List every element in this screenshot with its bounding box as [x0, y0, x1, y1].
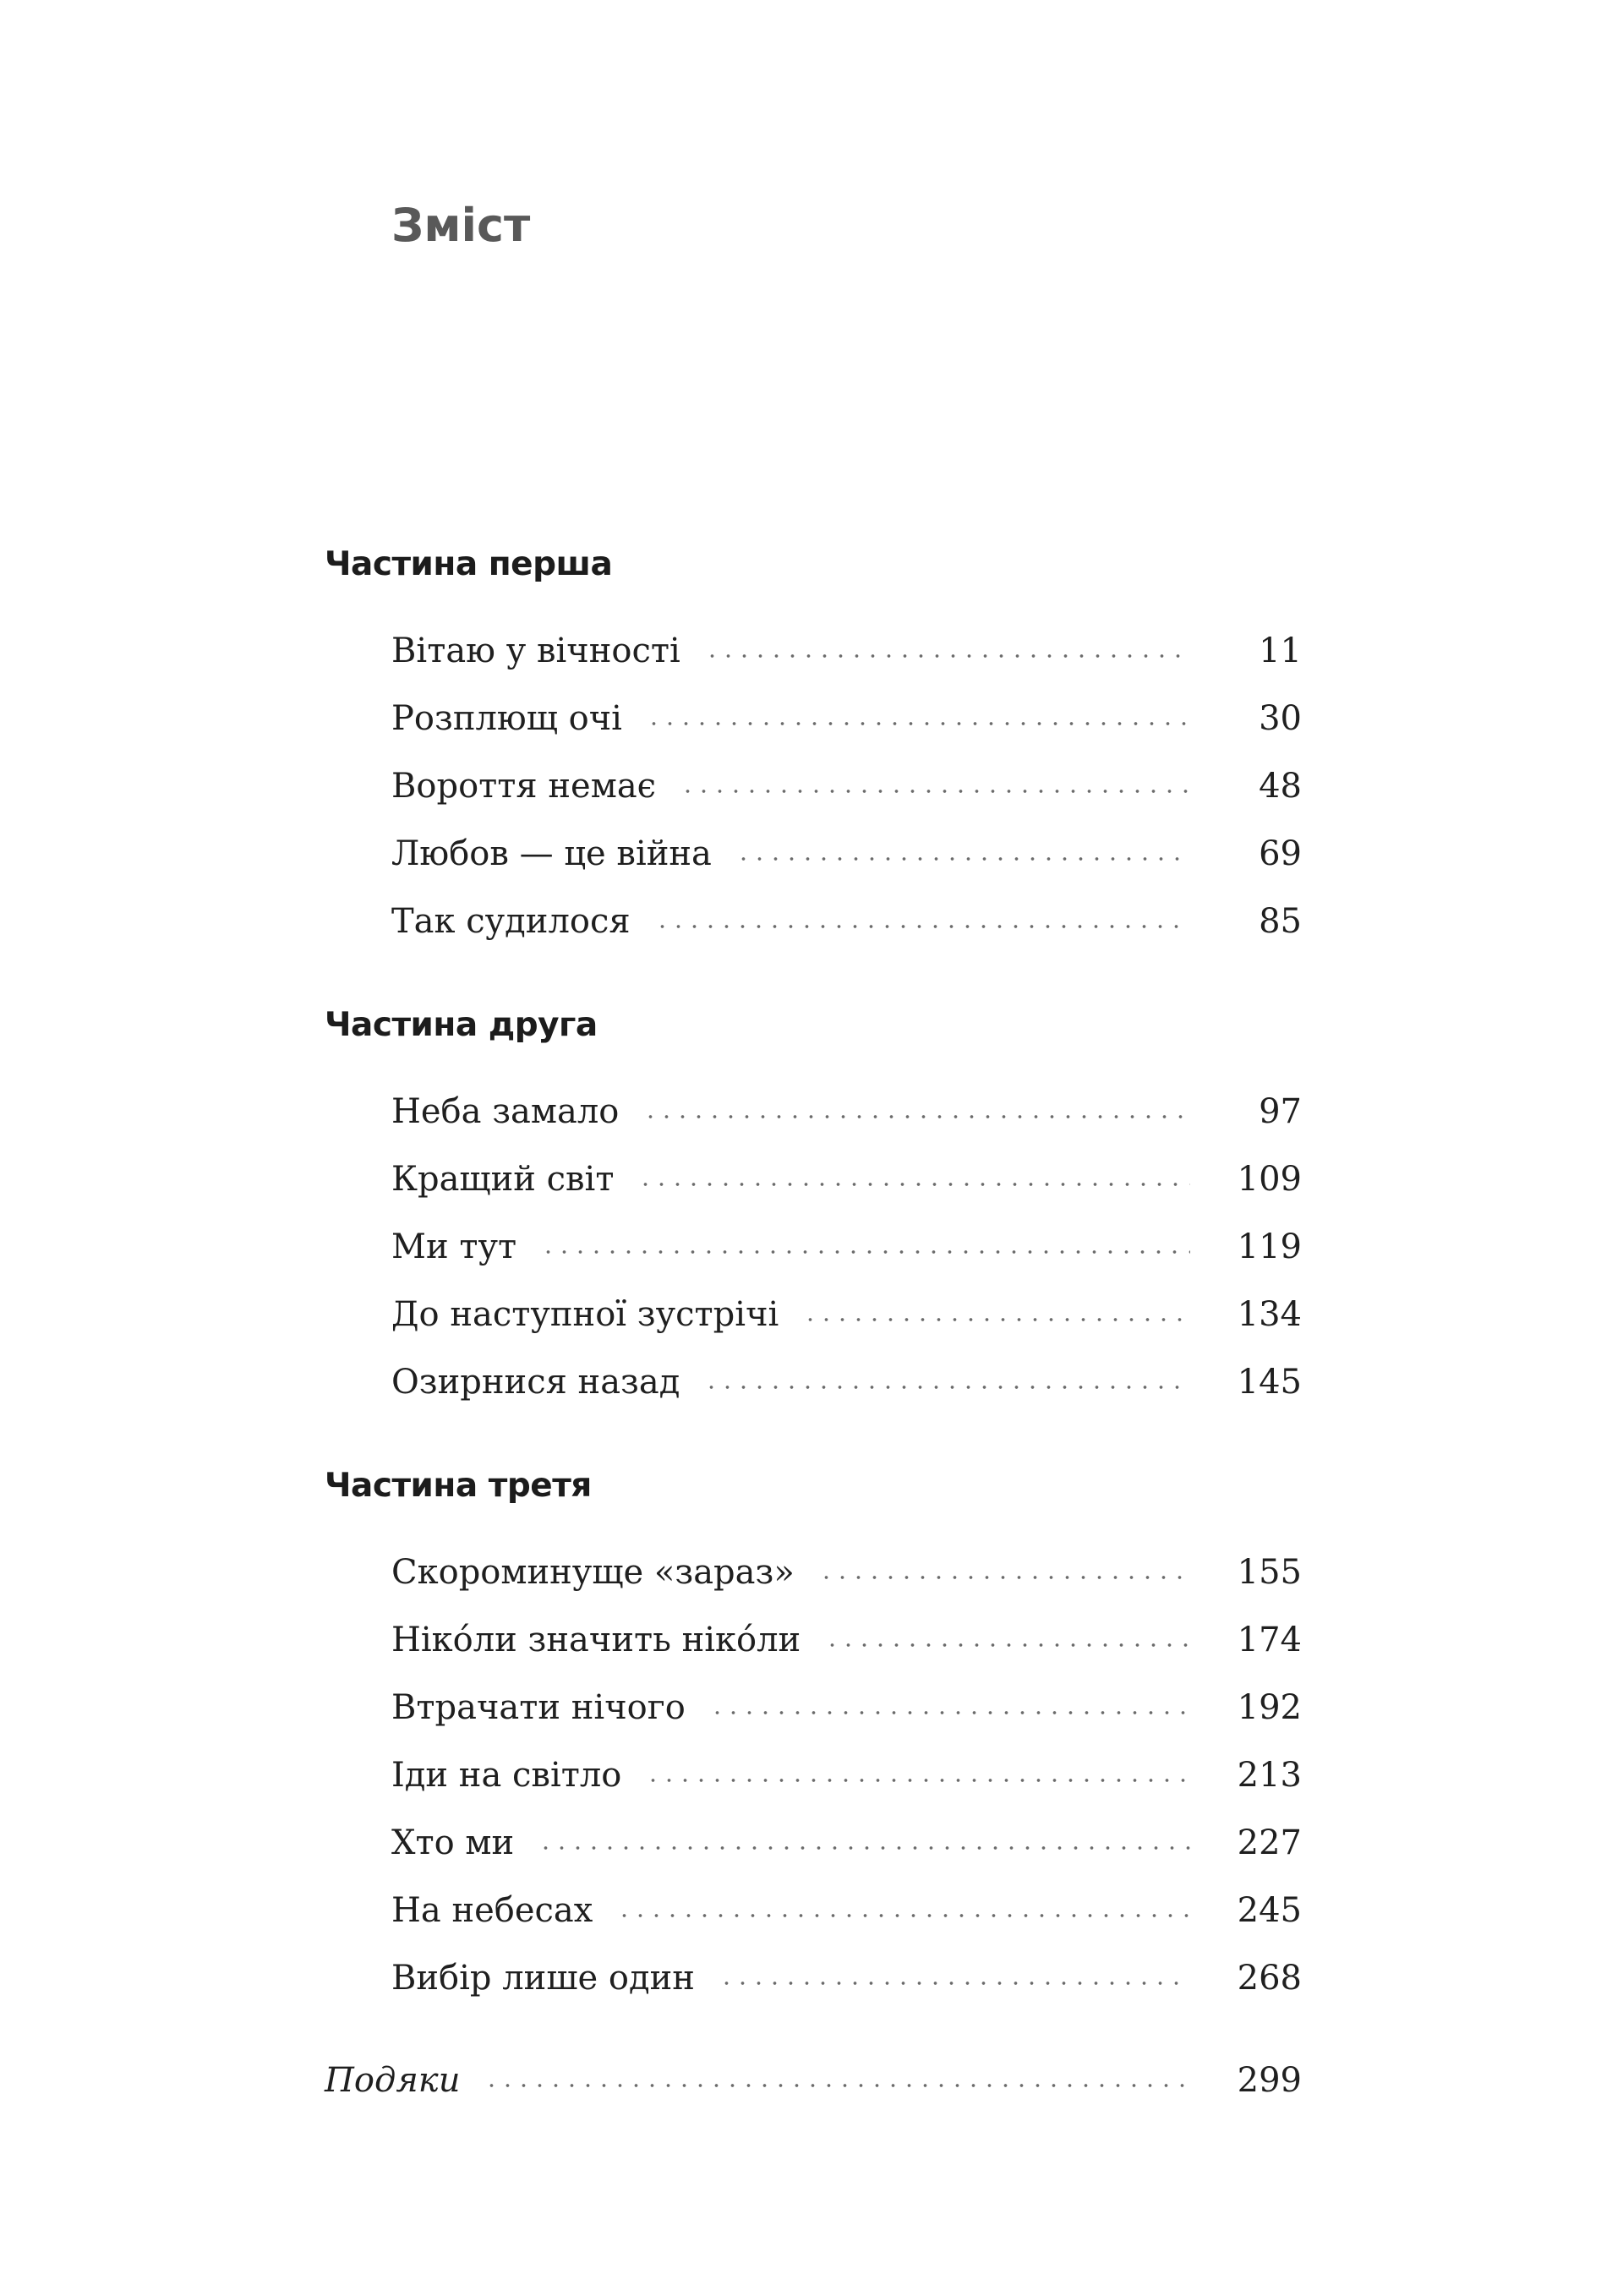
acknowledgements-section: [325, 2047, 1302, 2114]
chapter-title: Хто ми: [391, 1823, 515, 1862]
page-number: 227: [1237, 1823, 1302, 1862]
dot-leader: [704, 654, 1190, 658]
chapter-title: До наступної зустрічі: [391, 1295, 779, 1334]
dot-leader: [646, 722, 1190, 725]
chapter-title: Ніко́ли значить ніко́ли: [391, 1621, 801, 1659]
page-title: Зміст: [391, 199, 531, 252]
toc-entry[interactable]: [325, 1877, 1302, 1944]
chapter-title: Неба замало: [391, 1092, 620, 1131]
dot-leader: [735, 857, 1190, 861]
chapter-title: Втрачати нічого: [391, 1688, 686, 1727]
part-title: Частина перша: [325, 545, 613, 583]
dot-leader: [484, 2084, 1190, 2087]
page-number: 213: [1237, 1756, 1302, 1795]
toc-entry[interactable]: [325, 1078, 1302, 1145]
chapter-list: [325, 617, 1302, 955]
page-number: 30: [1259, 699, 1302, 738]
dot-leader: [645, 1779, 1190, 1782]
page-number: 119: [1237, 1227, 1302, 1266]
page-number: 48: [1259, 767, 1302, 806]
toc-entry[interactable]: [325, 888, 1302, 955]
toc-entry[interactable]: [325, 1539, 1302, 1606]
chapter-title: На небесах: [391, 1891, 593, 1930]
chapter-title: Вибір лише один: [391, 1959, 695, 1998]
chapter-title: Любов — це війна: [391, 834, 712, 873]
toc-entry[interactable]: [325, 617, 1302, 685]
toc-entry[interactable]: [325, 1741, 1302, 1809]
part-3: [325, 1461, 1302, 2012]
page-number: 192: [1237, 1688, 1302, 1727]
page-number: 145: [1237, 1363, 1302, 1402]
page-number: 109: [1237, 1160, 1302, 1199]
page-number: 11: [1259, 631, 1302, 670]
part-1: [325, 539, 1302, 955]
toc-entry[interactable]: [325, 1213, 1302, 1281]
toc-entry[interactable]: [325, 1281, 1302, 1348]
page-number: 299: [1237, 2061, 1302, 2100]
chapter-title: Вороття немає: [391, 767, 657, 806]
dot-leader: [719, 1982, 1190, 1985]
chapter-title: Кращий світ: [391, 1160, 615, 1199]
toc-entry[interactable]: [325, 752, 1302, 820]
dot-leader: [680, 790, 1190, 793]
dot-leader: [642, 1115, 1190, 1118]
toc-entry[interactable]: [325, 1674, 1302, 1741]
chapter-title: Скороминуще «зараз»: [391, 1553, 795, 1592]
toc-entry[interactable]: [325, 1809, 1302, 1877]
dot-leader: [538, 1846, 1190, 1850]
dot-leader: [637, 1183, 1190, 1186]
toc-entry[interactable]: [325, 1944, 1302, 2012]
page-number: 85: [1259, 902, 1302, 941]
toc-entry[interactable]: [325, 1348, 1302, 1416]
toc-entry[interactable]: [325, 1145, 1302, 1213]
page-number: 268: [1237, 1959, 1302, 1998]
dot-leader: [802, 1318, 1190, 1321]
toc-entry-acknowledgements[interactable]: [325, 2047, 1302, 2114]
chapter-title: Ми тут: [391, 1227, 517, 1266]
dot-leader: [824, 1643, 1190, 1647]
chapter-list: [325, 1078, 1302, 1416]
chapter-title: Розплющ очі: [391, 699, 622, 738]
dot-leader: [703, 1386, 1190, 1389]
page-number: 97: [1259, 1092, 1302, 1131]
chapter-title: Так судилося: [391, 902, 631, 941]
chapter-list: [325, 1539, 1302, 2012]
dot-leader: [818, 1576, 1190, 1579]
dot-leader: [654, 925, 1190, 928]
page-number: 174: [1237, 1621, 1302, 1659]
chapter-title: Іди на світло: [391, 1756, 622, 1795]
chapter-title: Озирнися назад: [391, 1363, 680, 1402]
page-number: 245: [1237, 1891, 1302, 1930]
chapter-title: Вітаю у вічності: [391, 631, 680, 670]
part-title: Частина третя: [325, 1467, 592, 1505]
toc-entry[interactable]: [325, 820, 1302, 888]
page-number: 134: [1237, 1295, 1302, 1334]
dot-leader: [540, 1250, 1190, 1254]
part-title: Частина друга: [325, 1006, 598, 1044]
page-number: 155: [1237, 1553, 1302, 1592]
acknowledgements-title: Подяки: [325, 2061, 461, 2100]
toc-entry[interactable]: [325, 685, 1302, 752]
page-number: 69: [1259, 834, 1302, 873]
toc-entry[interactable]: [325, 1606, 1302, 1674]
dot-leader: [616, 1914, 1190, 1917]
part-2: [325, 1000, 1302, 1416]
dot-leader: [709, 1711, 1190, 1714]
